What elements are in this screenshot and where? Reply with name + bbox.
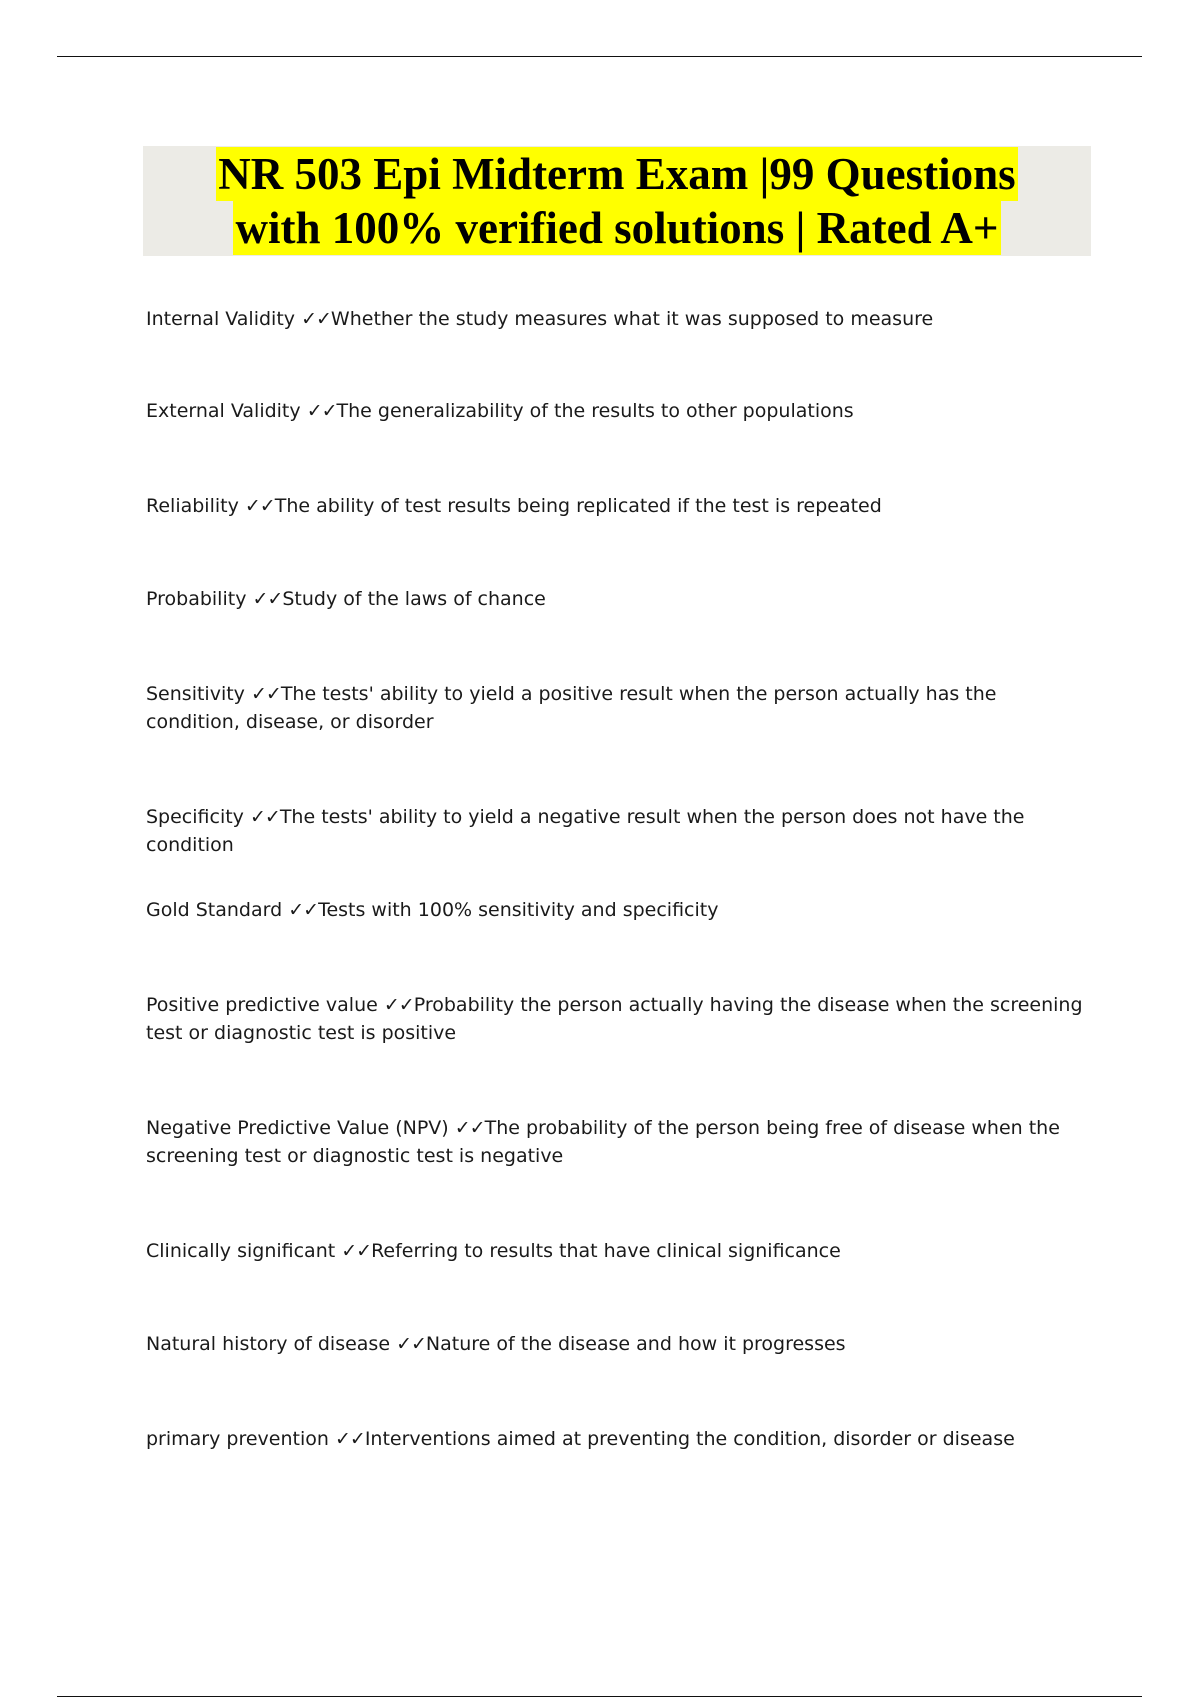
entry-term: Natural history of disease — [146, 1333, 391, 1355]
entry-definition: Study of the laws of chance — [282, 588, 546, 610]
entry-definition: The tests' ability to yield a positive result when the person actually has the condition, disease, or disorder — [146, 683, 997, 733]
glossary-entry — [146, 305, 1086, 333]
glossary-entry — [146, 1330, 1086, 1358]
double-check-icon: ✓✓ — [301, 308, 331, 330]
double-check-icon: ✓✓ — [396, 1333, 426, 1355]
glossary-entry — [146, 585, 1086, 613]
glossary-entry — [146, 1237, 1086, 1265]
entry-term: Reliability — [146, 495, 239, 517]
double-check-icon: ✓✓ — [288, 899, 319, 921]
document-title-line-2: with 100% verified solutions | Rated A+ — [235, 203, 999, 253]
entry-term: Clinically significant — [146, 1240, 336, 1262]
top-rule — [57, 56, 1142, 57]
entry-definition: Referring to results that have clinical significance — [371, 1240, 841, 1262]
document-title-box — [143, 146, 1091, 256]
glossary-entry — [146, 803, 1086, 859]
entry-definition: Tests with 100% sensitivity and specificity — [318, 899, 719, 921]
entry-term: Probability — [146, 588, 247, 610]
entry-definition: The probability of the person being free of disease when the screening test or diagnostic test is negative — [146, 1117, 1060, 1167]
glossary-entry — [146, 492, 1086, 520]
document-title-line-1: NR 503 Epi Midterm Exam |99 Questions — [218, 149, 1016, 199]
double-check-icon: ✓✓ — [250, 683, 281, 705]
entry-term: Internal Validity — [146, 308, 296, 330]
glossary-entry — [146, 680, 1086, 736]
entry-definition: Nature of the disease and how it progresses — [425, 1333, 846, 1355]
double-check-icon: ✓✓ — [334, 1428, 365, 1450]
glossary-entry — [146, 1425, 1086, 1453]
glossary-entry — [146, 397, 1086, 425]
double-check-icon: ✓✓ — [249, 806, 280, 828]
double-check-icon: ✓✓ — [383, 994, 414, 1016]
double-check-icon: ✓✓ — [341, 1240, 372, 1262]
double-check-icon: ✓✓ — [252, 588, 283, 610]
entry-term: Positive predictive value — [146, 994, 378, 1016]
entry-definition: The generalizability of the results to other populations — [336, 400, 854, 422]
entry-definition: The tests' ability to yield a negative result when the person does not have the condition — [146, 806, 1025, 856]
double-check-icon: ✓✓ — [454, 1117, 485, 1139]
glossary-entry — [146, 1114, 1086, 1170]
entry-definition: Probability the person actually having the disease when the screening test or diagnostic test is positive — [146, 994, 1083, 1044]
glossary-entry — [146, 991, 1086, 1047]
entry-term: Specificity — [146, 806, 244, 828]
entry-definition: The ability of test results being replicated if the test is repeated — [274, 495, 882, 517]
bottom-rule — [57, 1696, 1142, 1697]
entry-term: Negative Predictive Value (NPV) — [146, 1117, 449, 1139]
double-check-icon: ✓✓ — [306, 400, 337, 422]
entry-definition: Interventions aimed at preventing the condition, disorder or disease — [364, 1428, 1015, 1450]
entry-term: External Validity — [146, 400, 301, 422]
entry-definition: Whether the study measures what it was supposed to measure — [330, 308, 934, 330]
entry-term: primary prevention — [146, 1428, 329, 1450]
entry-term: Sensitivity — [146, 683, 245, 705]
glossary-entry — [146, 896, 1086, 924]
double-check-icon: ✓✓ — [244, 495, 275, 517]
entry-term: Gold Standard — [146, 899, 283, 921]
